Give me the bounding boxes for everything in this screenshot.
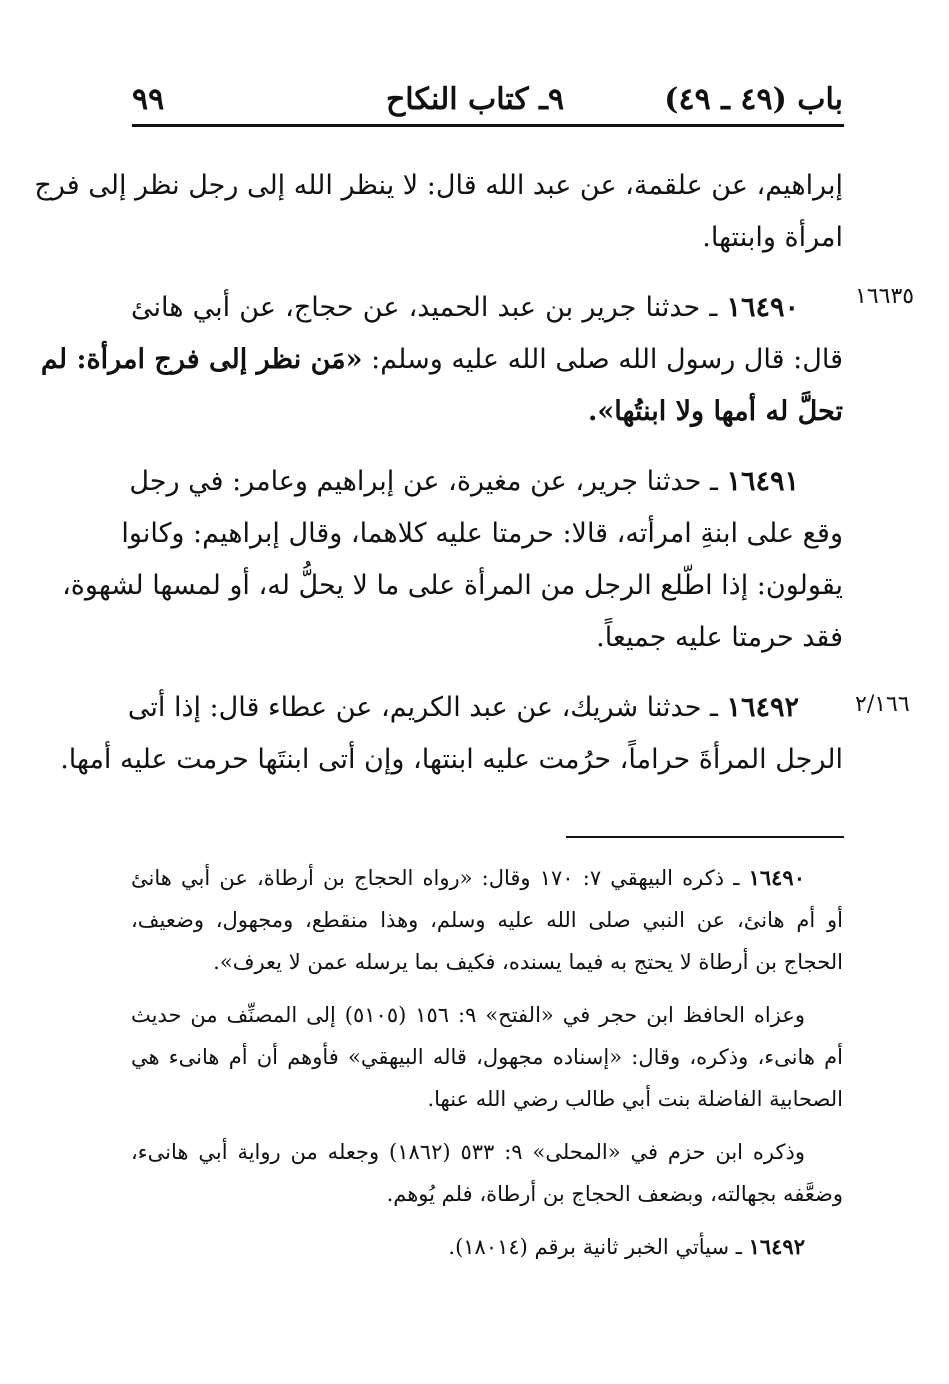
text-line: فقد حرمتا عليه جميعاً.: [596, 622, 843, 653]
book-title: ٩ـ كتاب النكاح: [385, 82, 565, 117]
footnote-16490: [131, 857, 843, 983]
hadith-16492: [60, 682, 843, 786]
text-line: امرأة وابنتها.: [702, 222, 843, 253]
chapter-heading: باب (٤٩ ـ ٤٩): [664, 82, 843, 117]
hadith-number: ١٦٤٩٠: [726, 292, 799, 323]
text-line: إبراهيم، عن علقمة، عن عبد الله قال: لا ينظر الله إلى رجل نظر إلى فرج: [34, 170, 843, 201]
hadith-text: ـ حدثنا جرير بن عبد الحميد، عن حجاج، عن أبي هانئ: [131, 292, 727, 323]
footnote-muhalla-reference: [131, 1131, 843, 1215]
footnote-fath-reference: [131, 994, 843, 1120]
text-line: [131, 282, 843, 334]
footnote-text: ـ سيأتي الخبر ثانية برقم (١٨٠١٤).: [448, 1235, 749, 1259]
footnote-number: ١٦٤٩٠: [748, 865, 805, 890]
text-line: [131, 456, 843, 508]
text-line: [131, 1226, 843, 1268]
text-line: [40, 334, 843, 386]
hadith-matn-bold: تحلَّ له أمها ولا ابنتُها».: [587, 396, 843, 427]
text-line: أم هانىء، وذكره، وقال: «إسناده مجهول، قاله البيهقي» فأوهم أن أم هانىء هي: [131, 1045, 843, 1069]
hadith-text: ـ حدثنا جرير، عن مغيرة، عن إبراهيم وعامر: في رجل: [129, 466, 727, 497]
hadith-text: قال: قال رسول الله صلى الله عليه وسلم:: [362, 344, 843, 375]
text-line: [131, 1131, 843, 1173]
margin-reference-2: ٢/١٦٦: [855, 692, 910, 717]
text-line: وقع على ابنةِ امرأته، قالا: حرمتا عليه كلاهما، وقال إبراهيم: وكانوا: [121, 518, 843, 549]
page-number: ٩٩: [132, 82, 165, 117]
hadith-16491: [62, 456, 843, 664]
text-line: الصحابية الفاضلة بنت أبي طالب رضي الله عنها.: [427, 1087, 843, 1111]
hadith-number: ١٦٤٩٢: [726, 692, 799, 723]
hadith-16490: [40, 282, 843, 438]
text-line: وضعَّفه بجهالته، وبضعف الحجاج بن أرطاة، فلم يُوهم.: [386, 1182, 843, 1206]
text-line: الحجاج بن أرطاة لا يحتج به فيما يسنده، فكيف بما يرسله عمن لا يعرف».: [213, 950, 843, 974]
text-line: [131, 857, 843, 899]
text-line: يقولون: إذا اطّلع الرجل من المرأة على ما لا يحلُّ له، أو لمسها لشهوة،: [62, 570, 843, 601]
paragraph-continuation: [34, 160, 843, 264]
margin-reference-1: ١٦٦٣٥: [855, 284, 915, 309]
footnote-text: وذكره ابن حزم في «المحلى» ٩: ٥٣٣ (١٨٦٢) وجعله من رواية أبي هانىء،: [131, 1140, 805, 1164]
footnote-text: ـ ذكره البيهقي ٧: ١٧٠ وقال: «رواه الحجاج بن أرطاة، عن أبي هانئ: [131, 866, 749, 890]
text-line: [131, 994, 843, 1036]
hadith-number: ١٦٤٩١: [726, 466, 799, 497]
footnote-16492: [131, 1226, 843, 1268]
text-line: الرجل المرأةَ حراماً، حرُمت عليه ابنتها، وإن أتى ابنتَها حرمت عليه أمها.: [60, 744, 843, 775]
footnote-text: وعزاه الحافظ ابن حجر في «الفتح» ٩: ١٥٦ (٥١٠٥) إلى المصنِّف من حديث: [131, 1003, 805, 1027]
hadith-matn-bold: «مَن نظر إلى فرج امرأة: لم: [40, 344, 363, 375]
footnote-divider: [566, 836, 844, 838]
footnote-number: ١٦٤٩٢: [748, 1234, 805, 1259]
hadith-text: ـ حدثنا شريك، عن عبد الكريم، عن عطاء قال: إذا أتى: [127, 692, 727, 723]
header-divider: [132, 124, 844, 127]
text-line: أو أم هانئ، عن النبي صلى الله عليه وسلم، وهذا منقطع، ومجهول، وضعيف،: [131, 908, 843, 932]
text-line: [127, 682, 843, 734]
